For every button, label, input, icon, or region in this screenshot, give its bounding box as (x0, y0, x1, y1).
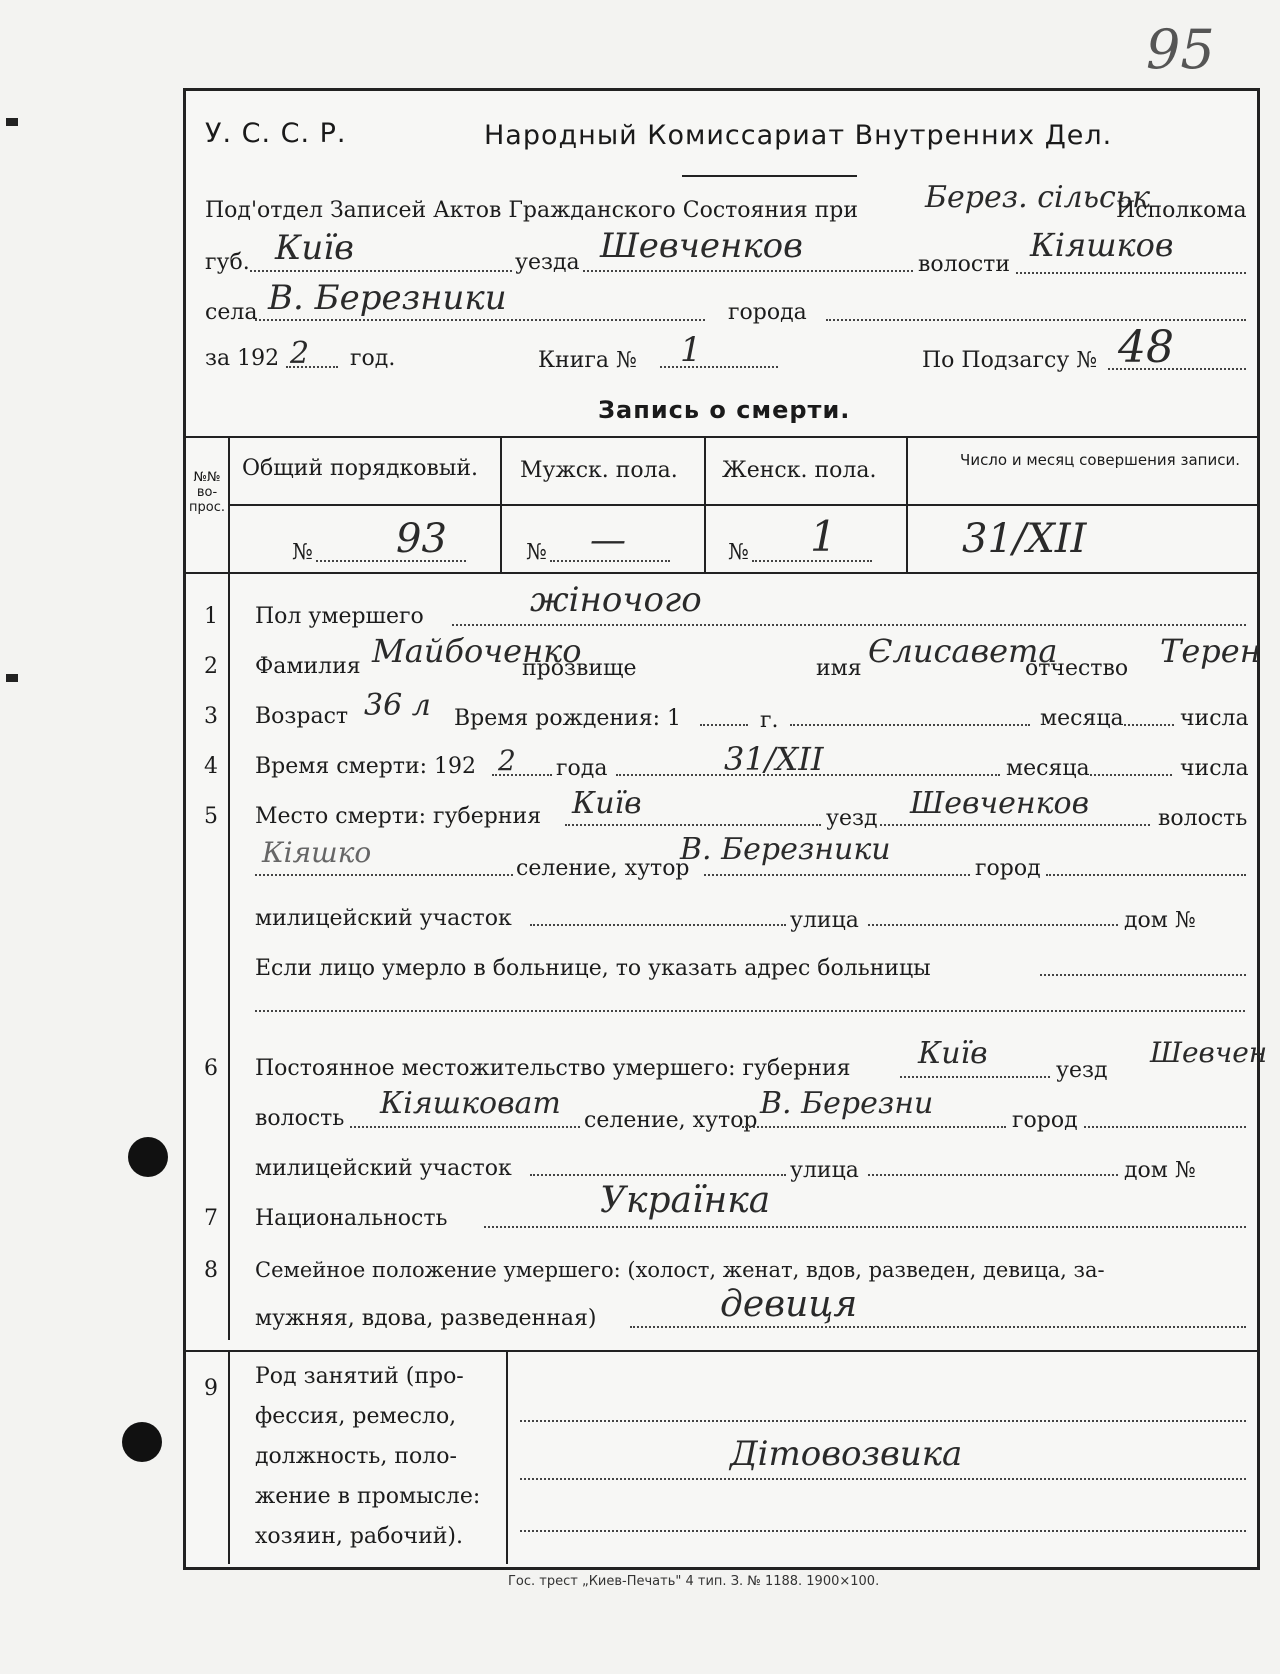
republic-title: У. С. С. Р. (205, 118, 347, 149)
q4-day: числа (1180, 756, 1249, 781)
q3-birth-label: Время рождения: 1 (454, 706, 681, 731)
q3-day: числа (1180, 706, 1249, 731)
q6-volost: волость (255, 1106, 345, 1131)
q2-nickname-label: прозвище (522, 656, 637, 681)
executive-label: Исполкома (1116, 198, 1247, 223)
q1-value: жіночого (530, 580, 702, 620)
q5-label: Место смерти: губерния (255, 804, 542, 829)
q-number: 8 (204, 1258, 218, 1283)
female-value: 1 (810, 512, 837, 561)
q9-line5: хозяин, рабочий). (255, 1524, 463, 1549)
general-value: 93 (396, 516, 447, 562)
volost-value: Кіяшков (1030, 226, 1174, 264)
q5-selo: селение, хутор (516, 856, 690, 881)
volost-label: волости (918, 252, 1011, 277)
gorod-label: города (728, 300, 807, 325)
archive-number: 95 (1146, 18, 1215, 81)
q3-age-label: Возраст (255, 704, 349, 729)
q-number: 1 (204, 604, 218, 629)
q9-line1: Род занятий (про- (255, 1364, 464, 1389)
q8-value: девиця (720, 1284, 858, 1325)
q6-street: улица (790, 1158, 859, 1183)
q6-house: дом № (1124, 1158, 1196, 1183)
q8-line1: Семейное положение умершего: (холост, женат, вдов, разведен, девица, за- (255, 1258, 1105, 1282)
q7-label: Национальность (255, 1206, 448, 1231)
col-male: Мужск. пола. (520, 458, 678, 483)
q5-gub-value: Київ (572, 786, 642, 821)
general-no: № (292, 540, 313, 565)
q6-uezd: уезд (1056, 1058, 1108, 1083)
male-value: — (590, 520, 626, 561)
q5-volost: волость (1158, 806, 1248, 831)
form-title: Запись о смерти. (598, 396, 851, 424)
q2-name-label: имя (816, 656, 862, 681)
q-number: 7 (204, 1206, 218, 1231)
col-general-order: Общий порядковый. (242, 456, 479, 481)
q5-street: улица (790, 908, 859, 933)
female-no: № (728, 540, 749, 565)
q6-gorod: город (1012, 1108, 1078, 1133)
q5-house: дом № (1124, 908, 1196, 933)
selo-label: села (205, 300, 258, 325)
header-underline (682, 175, 857, 177)
q1-label: Пол умершего (255, 604, 424, 629)
q9-value: Дітовозвика (730, 1434, 963, 1474)
subregistry-label: По Подзагсу № (922, 348, 1098, 373)
uezd-value: Шевченков (600, 226, 803, 266)
q9-line3: должность, поло- (255, 1444, 457, 1469)
q2-patronymic-value: Терен (1160, 632, 1261, 670)
col-record-date: Число и месяц совершения записи. (960, 451, 1240, 469)
col-question-number: №№ во-прос. (189, 470, 225, 515)
year-value: 2 (290, 336, 310, 371)
q2-name-value: Єлисавета (868, 632, 1058, 670)
punch-hole (128, 1137, 168, 1177)
binder-mark (6, 674, 18, 682)
male-no: № (526, 540, 547, 565)
gub-value: Київ (275, 228, 354, 268)
printer-imprint: Гос. трест „Киев-Печать" 4 тип. З. № 1188. 1900×100. (508, 1574, 880, 1589)
q-number: 9 (204, 1376, 218, 1401)
q4-goda: года (556, 756, 608, 781)
q6-gub-value: Київ (918, 1036, 988, 1071)
q5-uezd-value: Шевченков (910, 786, 1090, 821)
q8-line2: мужняя, вдова, разведенная) (255, 1306, 597, 1331)
q5-selo-value: В. Березники (680, 832, 891, 867)
q4-label: Время смерти: 192 (255, 754, 477, 779)
q5-hospital: Если лицо умерло в больнице, то указать адрес больницы (255, 956, 931, 981)
q5-volost-value: Кіяшко (262, 836, 372, 869)
q4-year-value: 2 (498, 744, 516, 777)
q2-surname-label: Фамилия (255, 654, 361, 679)
q5-militia: милицейский участок (255, 906, 512, 931)
subregistry-value: 48 (1118, 322, 1174, 373)
book-value: 1 (680, 330, 702, 370)
q2-patronymic-label: отчество (1025, 656, 1129, 681)
selo-value: В. Березники (268, 278, 507, 318)
q-number: 6 (204, 1056, 218, 1081)
q-number: 4 (204, 754, 218, 779)
q6-selo-value: В. Березни (760, 1086, 934, 1121)
q6-uezd-value: Шевчен (1150, 1036, 1268, 1069)
q5-gorod: город (975, 856, 1041, 881)
q4-month: месяца (1006, 756, 1090, 781)
q-number: 5 (204, 804, 218, 829)
book-label: Книга № (538, 348, 637, 373)
q6-volost-value: Кіяшковат (380, 1086, 561, 1121)
q6-label: Постоянное местожительство умершего: губерния (255, 1056, 851, 1081)
q9-line4: жение в промысле: (255, 1484, 481, 1509)
year-suffix: год. (350, 346, 396, 371)
q-number: 2 (204, 654, 218, 679)
q7-value: Українка (600, 1180, 771, 1221)
q6-selo: селение, хутор (584, 1108, 758, 1133)
q-number: 3 (204, 704, 218, 729)
year-label: за 192 (205, 346, 280, 371)
q5-uezd: уезд (826, 806, 878, 831)
gub-label: губ. (205, 250, 250, 275)
binder-mark (6, 118, 18, 126)
q6-militia: милицейский участок (255, 1156, 512, 1181)
col-female: Женск. пола. (722, 458, 877, 483)
q9-line2: фессия, ремесло, (255, 1404, 457, 1429)
q3-month: месяца (1040, 706, 1124, 731)
subdept-label: Под'отдел Записей Актов Гражданского Состояния при (205, 198, 859, 223)
subdept-value: Берез. сільськ (925, 180, 1151, 215)
q4-date-value: 31/XII (724, 740, 824, 778)
commissariat-title: Народный Комиссариат Внутренних Дел. (484, 120, 1113, 151)
q3-year: г. (760, 708, 779, 733)
q3-age-value: 36 л (364, 688, 431, 723)
record-date-value: 31/XII (962, 516, 1087, 562)
punch-hole (122, 1422, 162, 1462)
q2-surname-value: Майбоченко (372, 632, 582, 670)
uezd-label: уезда (515, 250, 580, 275)
